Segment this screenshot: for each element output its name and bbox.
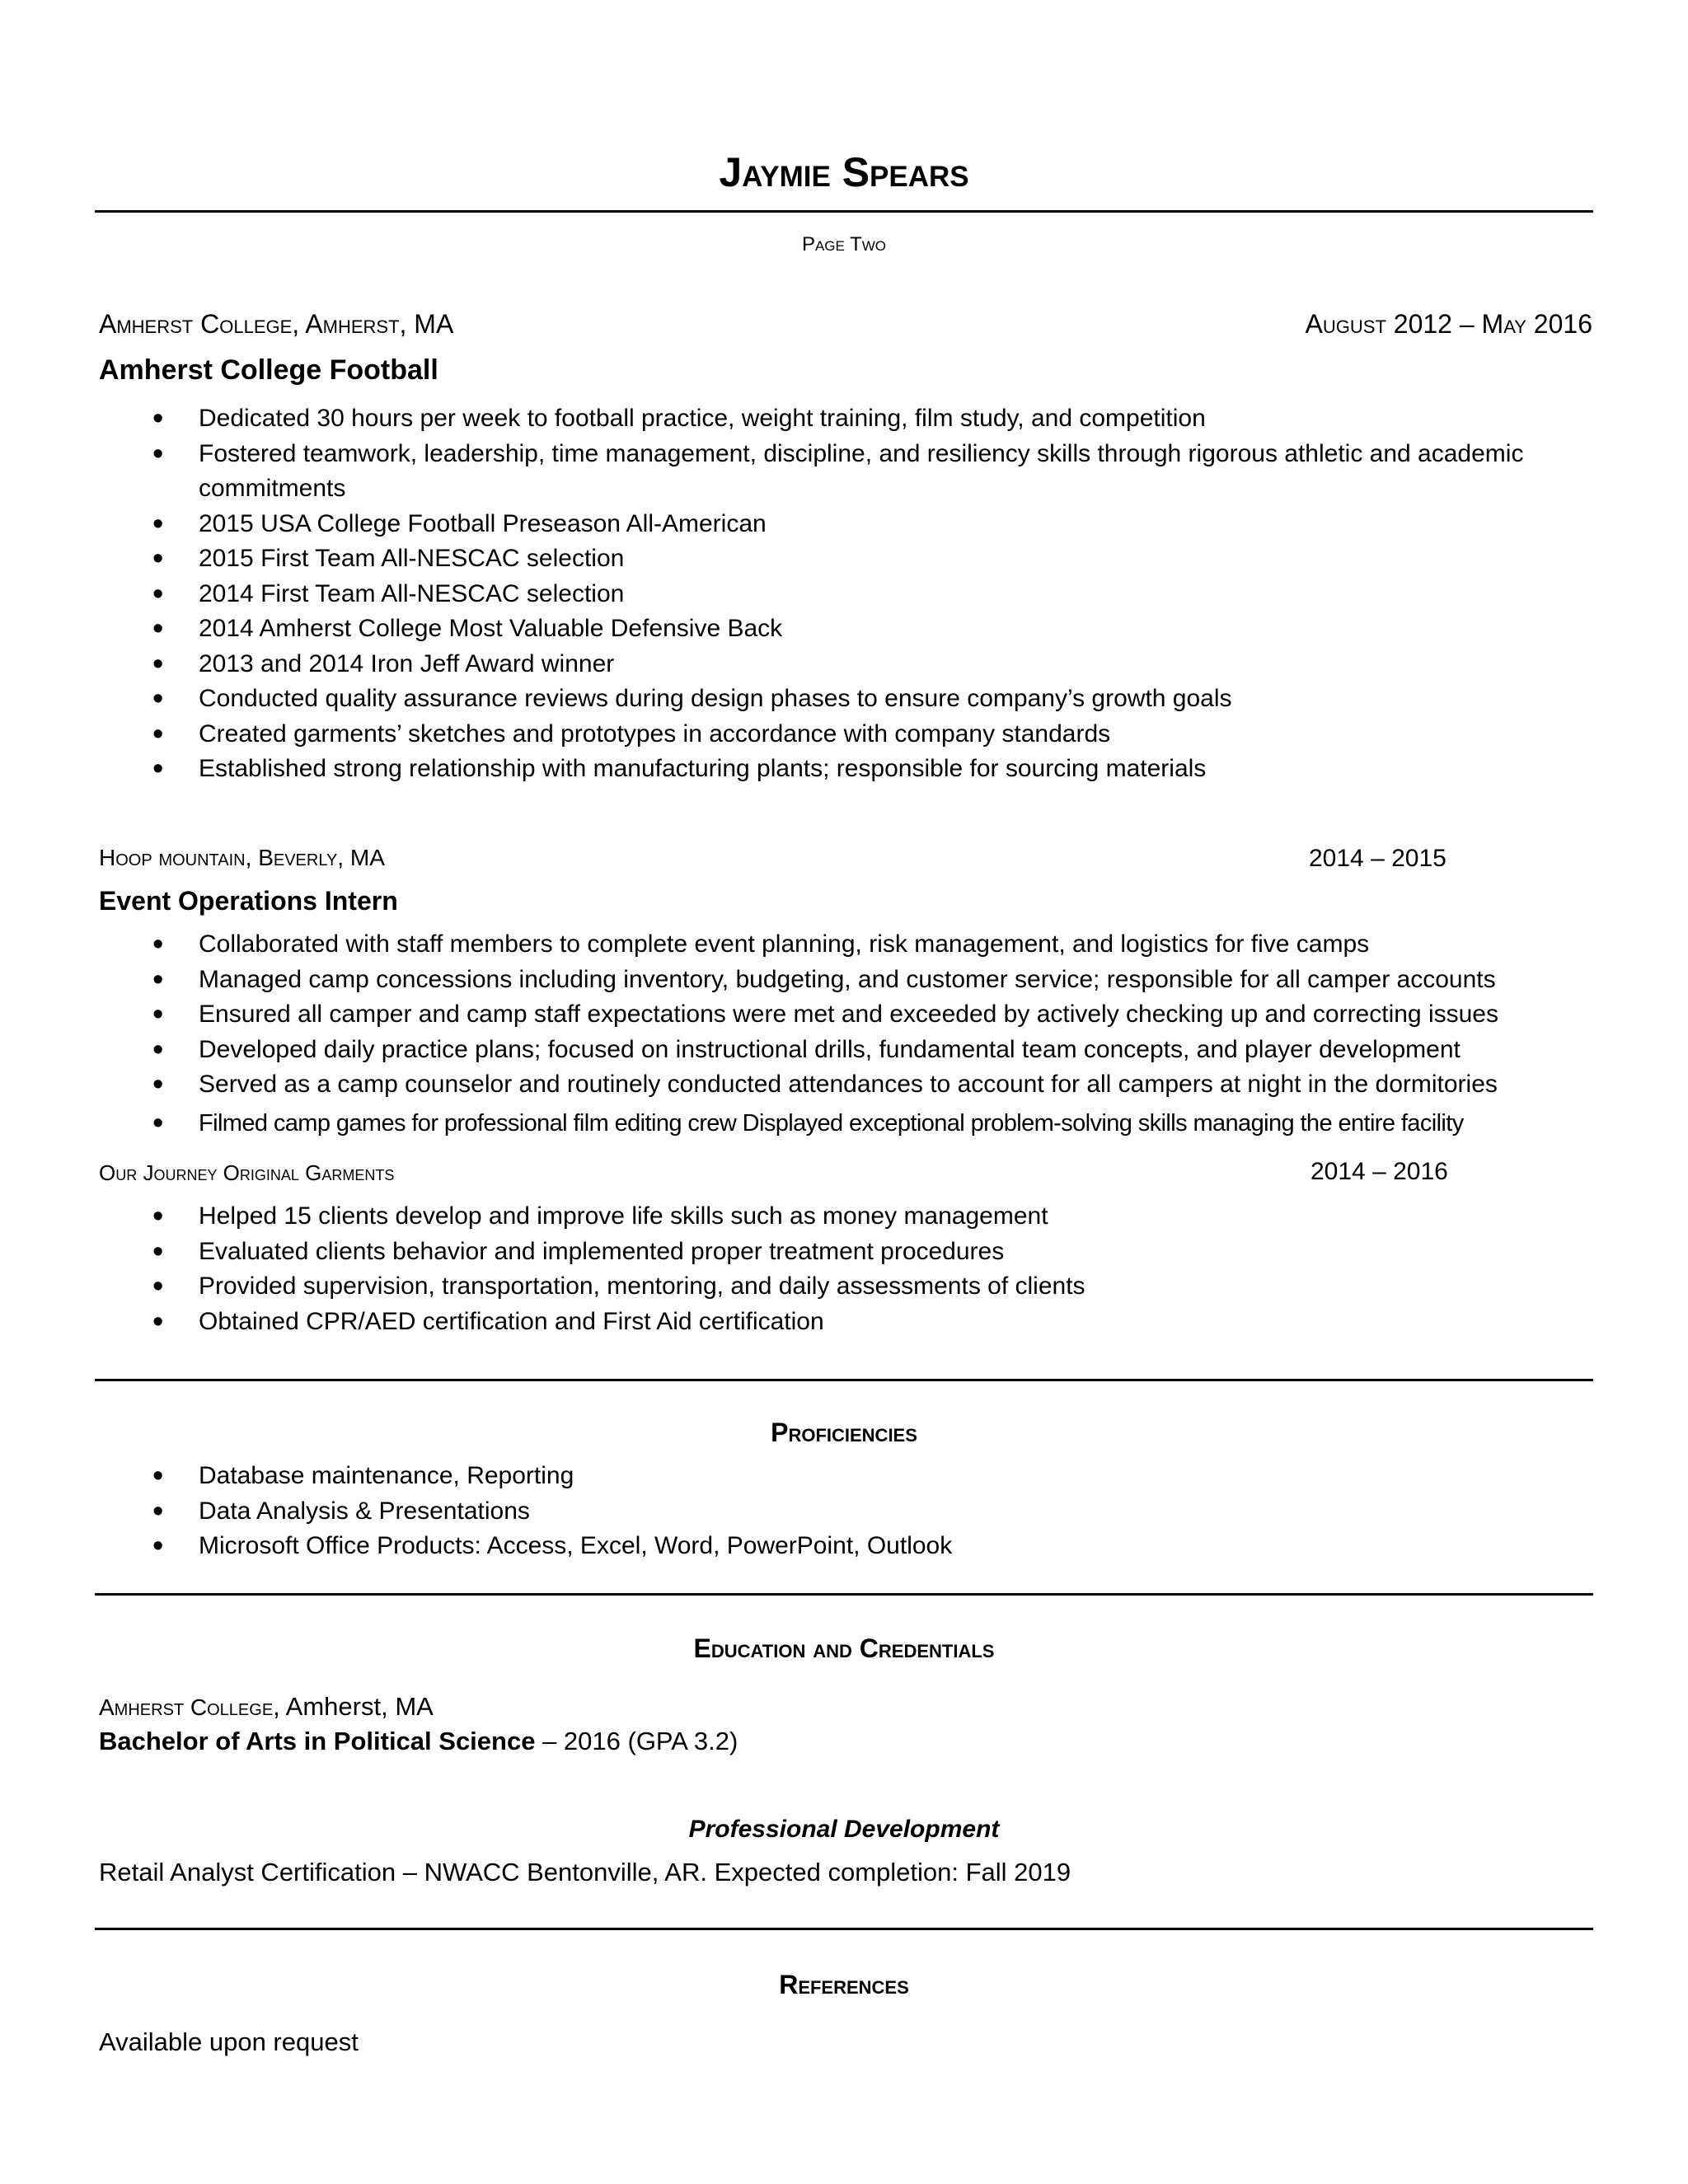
candidate-name: Jaymie Spears: [719, 149, 969, 195]
list-item: • Dedicated 30 hours per week to football practice, weight training, film study, and competition: [0, 401, 1615, 437]
job-1-org: Amherst College, Amherst, MA: [99, 309, 454, 339]
references-heading: References: [779, 1970, 909, 1999]
professional-development-text: Retail Analyst Certification – NWACC Bentonville, AR. Expected completion: Fall 2019: [99, 1858, 1071, 1886]
job-3-bullets: [0, 1199, 1615, 1339]
education-school-line: [99, 1692, 434, 1722]
education-degree-line: [99, 1727, 738, 1756]
list-item: • Served as a camp counselor and routinely conducted attendances to account for all campers at night in the dormitories: [0, 1067, 1615, 1103]
list-item: • Managed camp concessions including inventory, budgeting, and customer service; responsible for all camper accounts: [0, 963, 1615, 998]
list-item: • 2014 Amherst College Most Valuable Defensive Back: [0, 612, 1615, 647]
list-item: • 2014 First Team All-NESCAC selection: [0, 577, 1615, 612]
job-2-role: Event Operations Intern: [99, 886, 398, 916]
job-2-dates: 2014 – 2015: [1309, 845, 1447, 872]
divider: [95, 1593, 1593, 1596]
education-degree: Bachelor of Arts in Political Science: [99, 1727, 536, 1755]
list-item: • 2013 and 2014 Iron Jeff Award winner: [0, 647, 1615, 682]
job-1-dates: August 2012 – May 2016: [1305, 309, 1592, 339]
list-item: • Ensured all camper and camp staff expectations were met and exceeded by actively checking up and correcting issues: [0, 997, 1615, 1033]
list-item: • Microsoft Office Products: Access, Excel, Word, PowerPoint, Outlook: [0, 1529, 1615, 1564]
education-degree-detail: – 2016 (GPA 3.2): [535, 1727, 738, 1755]
education-location: , Amherst, MA: [273, 1692, 434, 1721]
references-text: Available upon request: [99, 2027, 359, 2056]
list-item: • 2015 USA College Football Preseason All-American: [0, 507, 1615, 542]
education-heading: Education and Credentials: [693, 1633, 995, 1663]
list-item: • Data Analysis & Presentations: [0, 1494, 1615, 1530]
list-item: • Provided supervision, transportation, mentoring, and daily assessments of clients: [0, 1269, 1615, 1305]
job-2-bullets: [0, 927, 1615, 1141]
list-item: • Helped 15 clients develop and improve life skills such as money management: [0, 1199, 1615, 1235]
job-1-bullets: [0, 401, 1615, 787]
list-item: • Created garments’ sketches and prototypes in accordance with company standards: [0, 717, 1615, 752]
job-3-org: Our Journey Original Garments: [99, 1160, 395, 1185]
education-school: Amherst College: [99, 1694, 274, 1720]
list-item: • Conducted quality assurance reviews during design phases to ensure company’s growth goals: [0, 682, 1615, 717]
list-item: • 2015 First Team All-NESCAC selection: [0, 541, 1615, 577]
list-item: • Database maintenance, Reporting: [0, 1459, 1615, 1494]
list-item: • Evaluated clients behavior and implemented proper treatment procedures: [0, 1235, 1615, 1270]
list-item: • Developed daily practice plans; focused on instructional drills, fundamental team concepts, and player development: [0, 1033, 1615, 1068]
list-item: • Obtained CPR/AED certification and First Aid certification: [0, 1305, 1615, 1340]
list-item: • Established strong relationship with manufacturing plants; responsible for sourcing materials: [0, 752, 1615, 787]
list-item: • Fostered teamwork, leadership, time management, discipline, and resiliency skills through rigorous athletic and academic commitments: [0, 437, 1615, 507]
page-label: Page Two: [801, 233, 887, 255]
divider: [95, 1928, 1593, 1930]
list-item: • Filmed camp games for professional film editing crew Displayed exceptional problem-solving skills managing the entire facility: [0, 1106, 1615, 1141]
proficiencies-heading: Proficiencies: [771, 1418, 917, 1447]
list-item: • Collaborated with staff members to complete event planning, risk management, and logistics for five camps: [0, 927, 1615, 963]
divider: [95, 210, 1593, 213]
job-3-dates: 2014 – 2016: [1311, 1158, 1448, 1185]
professional-development-heading: Professional Development: [688, 1816, 1000, 1843]
proficiencies-list: [0, 1459, 1615, 1564]
job-1-role: Amherst College Football: [99, 354, 438, 386]
divider: [95, 1379, 1593, 1381]
job-2-org: Hoop mountain, Beverly, MA: [99, 845, 385, 870]
